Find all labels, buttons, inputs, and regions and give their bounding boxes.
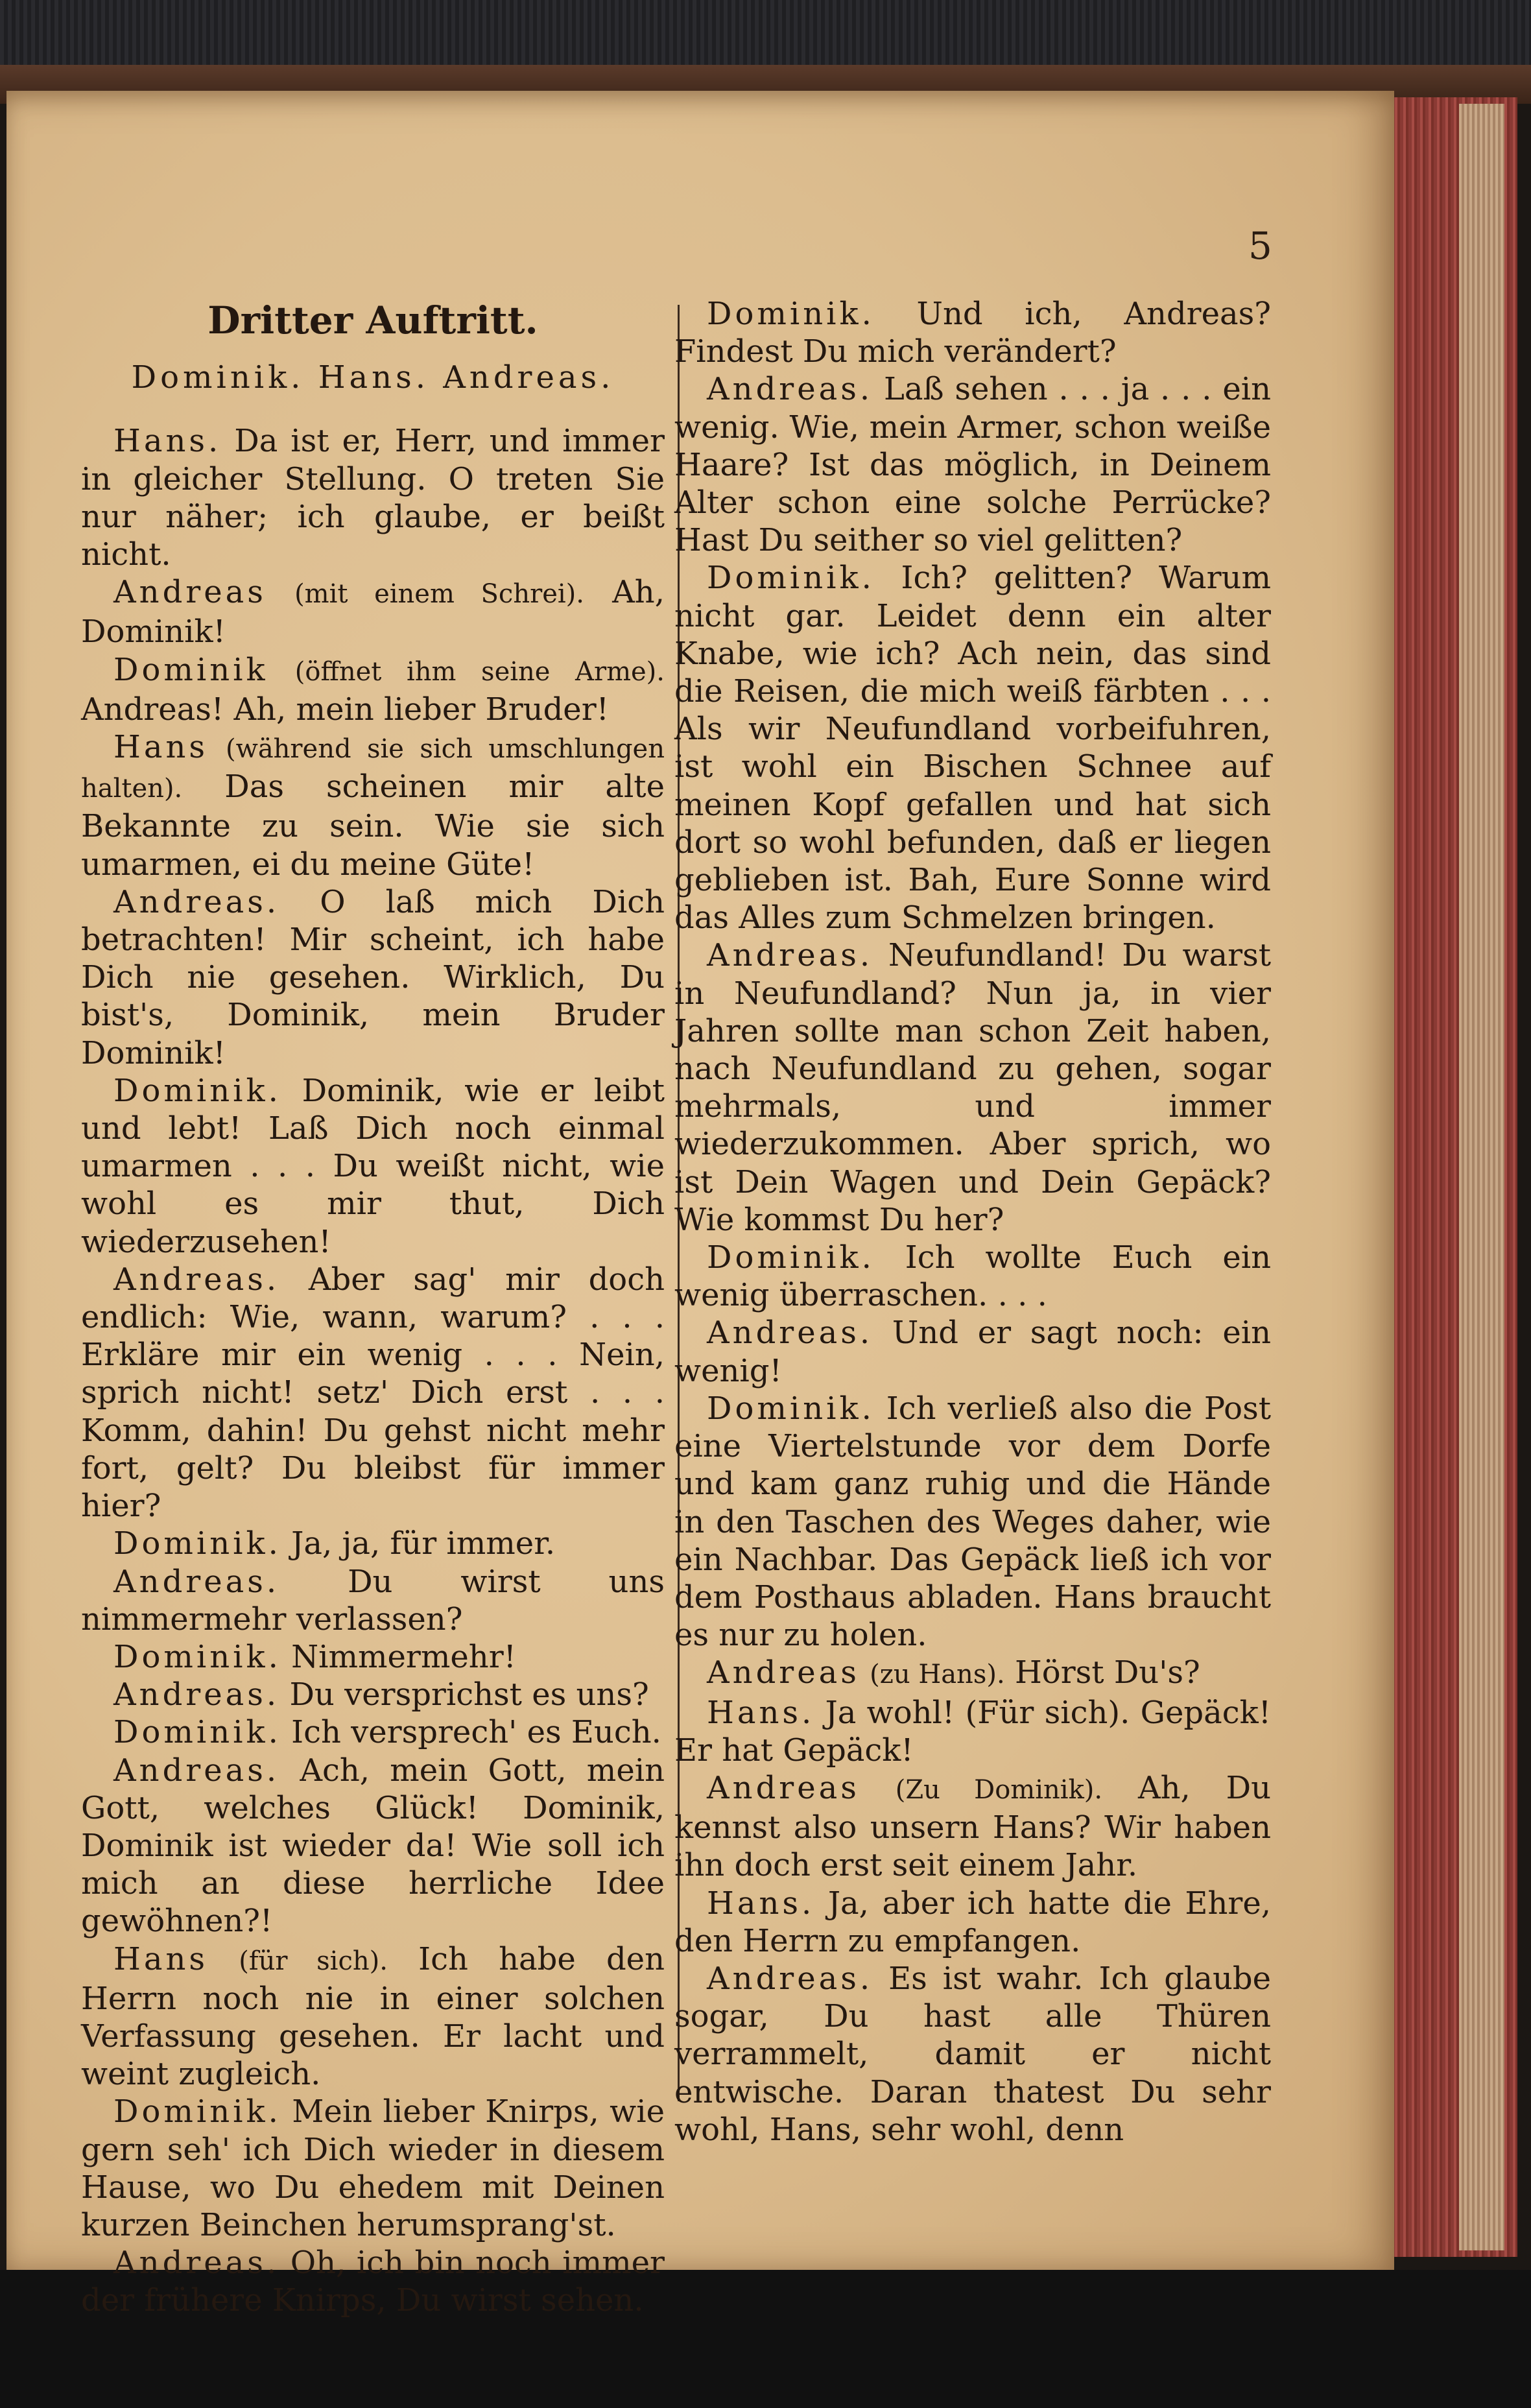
dialogue-paragraph — [81, 1261, 665, 1525]
dialogue-text: Es ist wahr. Ich glaube sogar, Du hast alle Thüren verrammelt, damit er nicht entwische. Daran thatest Du sehr wohl, Hans, sehr wohl, denn — [674, 1960, 1271, 2148]
dialogue-paragraph — [674, 936, 1271, 1239]
dialogue-paragraph — [81, 1940, 665, 2093]
dialogue-text: Aber sag' mir doch endlich: Wie, wann, warum? . . . Erkläre mir ein wenig . . . Nein, sprich nicht! setz' Dich erst . . . Komm, dahin! Du gehst nicht mehr fort, gelt? Du bleibst für immer hier? — [81, 1261, 665, 1525]
dialogue-text: Da ist er, Herr, und immer in gleicher Stellung. O treten Sie nur näher; ich glaube, er beißt nicht. — [81, 423, 665, 573]
page-number: 5 — [1248, 224, 1272, 268]
speaker-name: Andreas. — [113, 883, 280, 920]
dialogue-paragraph — [674, 1239, 1271, 1314]
dialogue-paragraph — [674, 1390, 1271, 1654]
stage-direction: (für sich). — [239, 1946, 388, 1976]
dialogue-text: Dominik, wie er leibt und lebt! Laß Dich noch einmal umarmen . . . Du weißt nicht, wie wohl es mir thut, Dich wiederzusehen! — [81, 1072, 665, 1260]
speaker-name: Dominik. — [113, 2093, 281, 2130]
speaker-name: Andreas. — [707, 1960, 873, 1997]
speaker-name: Andreas. — [113, 1752, 280, 1789]
speaker-name: Andreas. — [707, 937, 873, 974]
dialogue-text: Ja wohl! (Für sich). Gepäck! Er hat Gepäck! — [674, 1694, 1271, 1769]
dialogue-paragraph — [81, 1713, 665, 1751]
dialogue-text: Laß sehen . . . ja . . . ein wenig. Wie, mein Armer, schon weiße Haare? Ist das möglich, in Deinem Alter schon eine solche Perrücke? Hast Du seither so viel gelitten? — [674, 371, 1271, 559]
stage-direction: (öffnet ihm seine Arme). — [294, 656, 665, 687]
dialogue-text: Ach, mein Gott, mein Gott, welches Glück! Dominik, Dominik ist wieder da! Wie soll ich mich an diese herrliche Idee gewöhnen?! — [81, 1752, 665, 1940]
speaker-name: Andreas. — [113, 1261, 280, 1298]
dialogue-paragraph — [81, 1525, 665, 1562]
speaker-name: Dominik. — [707, 1239, 875, 1276]
speaker-name: Dominik. — [707, 560, 875, 597]
speaker-name: Hans. — [113, 423, 222, 460]
speaker-name: Andreas — [113, 574, 267, 611]
speaker-name: Dominik. — [707, 296, 875, 332]
dialogue-text: Ich habe den Herrn noch nie in einer solchen Verfassung gesehen. Er lacht und weint zugleich. — [81, 1940, 665, 2093]
stage-direction: (Zu Dominik). — [895, 1774, 1103, 1805]
dialogue-text: Neufundland! Du warst in Neufundland? Nun ja, in vier Jahren sollte man schon Zeit haben, nach Neufundland zu gehen, sogar mehrmals, und immer wiederzukommen. Aber sprich, wo ist Dein Wagen und Dein Gepäck? Wie kommst Du her? — [674, 937, 1271, 1238]
dialogue-paragraph — [81, 422, 665, 573]
dialogue-text: Ah, Dominik! — [81, 574, 665, 650]
dialogue-paragraph — [81, 1676, 665, 1713]
right-column — [674, 295, 1271, 2149]
dialogue-paragraph — [81, 728, 665, 883]
stage-direction: (mit einem Schrei). — [294, 579, 584, 610]
dialogue-text: Ja, ja, für immer. — [291, 1525, 556, 1562]
dialogue-text: Andreas! Ah, mein lieber Bruder! — [81, 691, 609, 728]
dialogue-text: Ah, Du kennst also unsern Hans? Wir haben ihn doch erst seit einem Jahr. — [674, 1769, 1271, 1884]
dialogue-text: Ich versprech' es Euch. — [291, 1714, 661, 1751]
dialogue-paragraph — [81, 883, 665, 1072]
dialogue-text: Nimmermehr! — [291, 1638, 516, 1675]
dialogue-paragraph — [81, 1072, 665, 1261]
dialogue-paragraph — [674, 370, 1271, 559]
dialogue-text: Ja, aber ich hatte die Ehre, den Herrn zu empfangen. — [674, 1885, 1271, 1959]
dialogue-paragraph — [81, 573, 665, 650]
dialogue-paragraph — [674, 1769, 1271, 1885]
speaker-name: Dominik. — [707, 1390, 875, 1427]
dialogue-paragraph — [81, 651, 665, 728]
speaker-name: Andreas. — [113, 1563, 280, 1600]
scene-heading: Dritter Auftritt. — [208, 298, 538, 342]
speaker-name: Dominik. — [113, 1525, 281, 1562]
dialogue-paragraph — [81, 2244, 665, 2319]
dialogue-text: Das scheinen mir alte Bekannte zu sein. Wie sie sich umarmen, ei du meine Güte! — [81, 769, 665, 883]
dialogue-paragraph — [81, 1563, 665, 1638]
dialogue-paragraph — [674, 559, 1271, 936]
dialogue-text: Und er sagt noch: ein wenig! — [674, 1315, 1271, 1389]
dialogue-text: Mein lieber Knirps, wie gern seh' ich Dich wieder in diesem Hause, wo Du ehedem mit Deinen kurzen Beinchen herumsprang'st. — [81, 2093, 665, 2243]
speaker-name: Hans — [113, 729, 209, 766]
dialogue-text: Du versprichst es uns? — [289, 1676, 649, 1713]
dialogue-text: O laß mich Dich betrachten! Mir scheint, ich habe Dich nie gesehen. Wirklich, Du bist's, Dominik, mein Bruder Dominik! — [81, 883, 665, 1071]
speaker-name: Dominik — [113, 651, 268, 688]
dialogue-text: Hörst Du's? — [1014, 1654, 1200, 1691]
speaker-name: Dominik. — [113, 1714, 281, 1751]
dialogue-paragraph — [674, 1694, 1271, 1769]
dialogue-paragraph — [674, 295, 1271, 370]
dialogue-text: Du wirst uns nimmermehr verlassen? — [81, 1563, 665, 1638]
speaker-name: Dominik. — [113, 1638, 281, 1675]
dialogue-paragraph — [674, 1885, 1271, 1960]
stage-direction: (zu Hans). — [870, 1660, 1005, 1690]
speaker-name: Andreas — [707, 1769, 860, 1806]
page-fore-edge-light — [1459, 104, 1504, 2250]
stage-direction: (während sie sich umschlungen halten). — [81, 734, 665, 804]
dialogue-paragraph — [674, 1314, 1271, 1389]
dialogue-text: Ich wollte Euch ein wenig überraschen. . . . — [674, 1239, 1271, 1314]
dialogue-paragraph — [674, 1960, 1271, 2149]
cast-list: Dominik. Hans. Andreas. — [131, 359, 615, 396]
dialogue-text: Oh, ich bin noch immer der frühere Knirps, Du wirst sehen. — [81, 2245, 665, 2319]
dialogue-paragraph — [674, 1654, 1271, 1693]
speaker-name: Hans. — [707, 1694, 815, 1731]
dialogue-text: Und ich, Andreas? Findest Du mich verändert? — [674, 296, 1271, 370]
speaker-name: Andreas. — [707, 371, 873, 408]
left-column — [81, 295, 665, 2320]
speaker-name: Hans. — [707, 1885, 815, 1922]
speaker-name: Dominik. — [113, 1072, 281, 1109]
speaker-name: Andreas. — [113, 2245, 280, 2282]
speaker-name: Hans — [113, 1940, 209, 1977]
dialogue-paragraph — [81, 1752, 665, 1940]
dialogue-paragraph — [81, 1638, 665, 1676]
speaker-name: Andreas — [707, 1654, 860, 1691]
dialogue-text: Ich? gelitten? Warum nicht gar. Leidet denn ein alter Knabe, wie ich? Ach nein, das sind die Reisen, die mich weiß färbten . . . Als wir Neufundland vorbeifuhren, ist wohl ein Bischen Schnee auf meinen Kopf gefallen und hat sich dort so wohl befunden, daß er liegen geblieben ist. Bah, Eure Sonne wird das Alles zum Schmelzen bringen. — [674, 560, 1271, 936]
speaker-name: Andreas. — [113, 1676, 280, 1713]
dialogue-paragraph — [81, 2093, 665, 2244]
dialogue-text: Ich verließ also die Post eine Viertelstunde vor dem Dorfe und kam ganz ruhig und die Hände in den Taschen des Weges daher, wie ein Nachbar. Das Gepäck ließ ich vor dem Posthaus abladen. Hans braucht es nur zu holen. — [674, 1390, 1271, 1654]
speaker-name: Andreas. — [707, 1315, 873, 1352]
